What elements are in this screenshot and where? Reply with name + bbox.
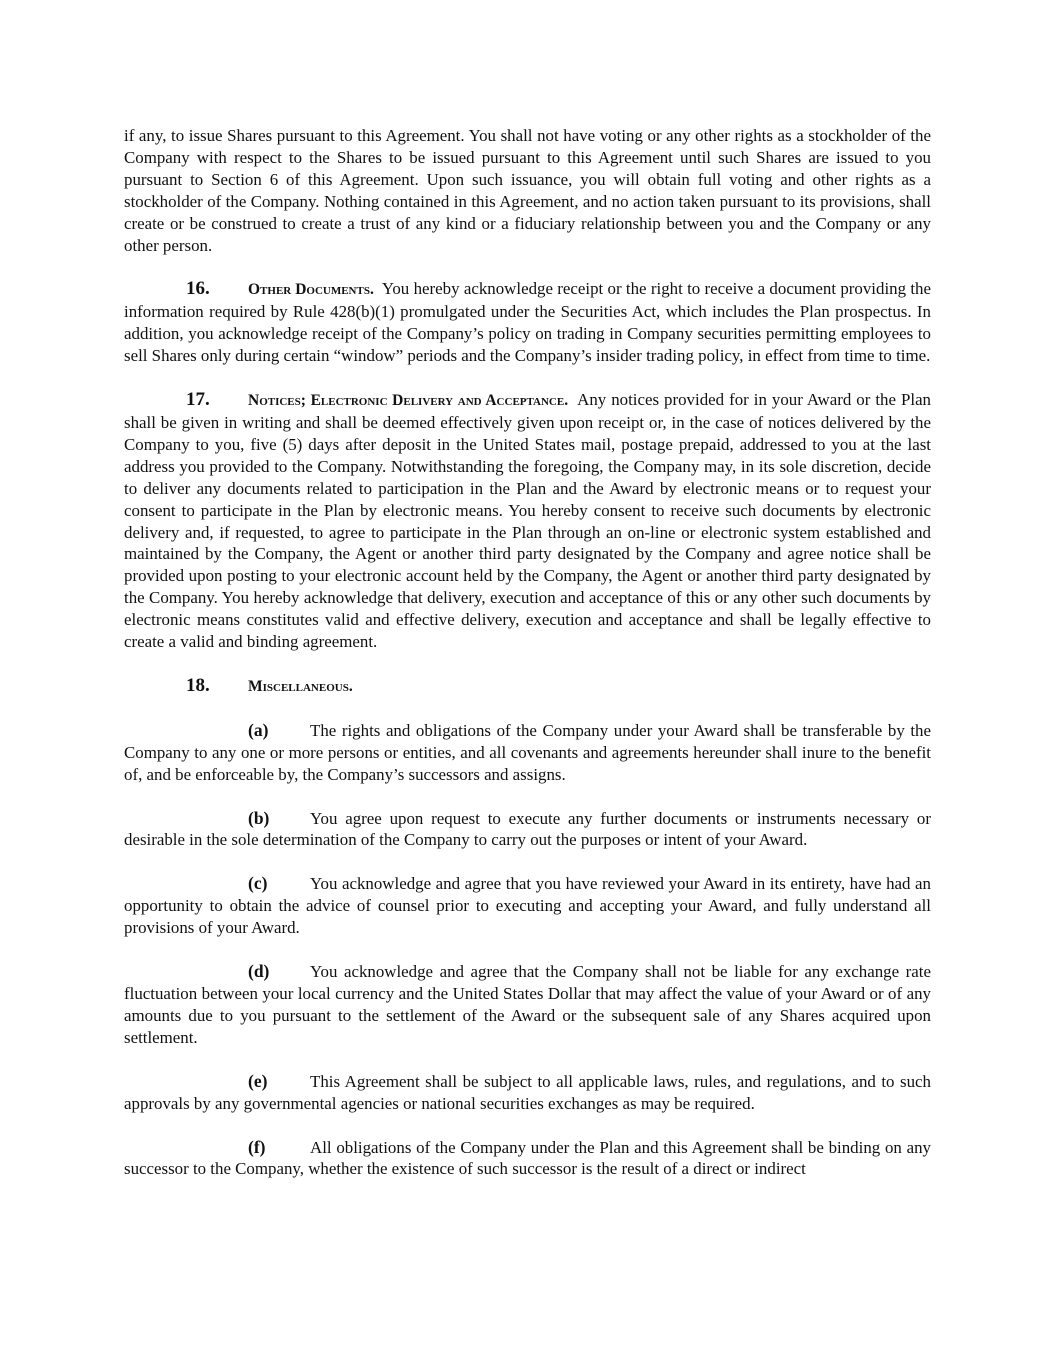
subsection-letter: (a)	[248, 719, 269, 740]
section-18	[124, 675, 931, 698]
section-heading: Other Documents.	[248, 281, 374, 299]
subsection-b	[124, 808, 931, 852]
subsection-body: You agree upon request to execute any further documents or instruments necessary or desirable in the sole determination of the Company to carry out the purposes or intent of your Award.	[124, 808, 931, 850]
subsection-letter: (f)	[248, 1136, 266, 1157]
subsection-a	[124, 720, 931, 786]
document-page	[124, 125, 931, 1202]
section-number: 16.	[186, 278, 210, 300]
subsection-e	[124, 1071, 931, 1115]
section-heading: Notices; Electronic Delivery and Acceptance.	[248, 392, 569, 410]
subsection-letter: (b)	[248, 807, 270, 828]
subsection-letter: (e)	[248, 1070, 268, 1091]
subsection-body: You acknowledge and agree that you have reviewed your Award in its entirety, have had an opportunity to obtain the advice of counsel prior to executing and accepting your Award, and fully understand all provisions of your Award.	[124, 874, 931, 938]
subsection-letter: (c)	[248, 873, 268, 894]
section-heading: Miscellaneous.	[248, 677, 353, 695]
subsection-d	[124, 961, 931, 1049]
section-body: Any notices provided for in your Award or the Plan shall be given in writing and shall be deemed effectively given upon receipt or, in the case of notices delivered by the Company to you, five (5) days after deposit in the United States mail, postage prepaid, addressed to you at the last address you provided to the Company. Notwithstanding the foregoing, the Company may, in its sole discretion, decide to deliver any documents related to participation in the Plan and the Award by electronic means or to request your consent to participate in the Plan by electronic means. You hereby consent to receive such documents by electronic delivery and, if requested, to agree to participate in the Plan through an on-line or electronic system established and maintained by the Company, the Agent or another third party designated by the Company and agree notice shall be provided upon posting to your electronic account held by the Company, the Agent or another third party designated by the Company. You hereby acknowledge that delivery, execution and acceptance of this or any other such documents by electronic means constitutes valid and effective delivery, execution and acceptance and shall be legally effective to create a valid and binding agreement.	[124, 390, 932, 652]
section-number: 18.	[186, 674, 210, 696]
subsection-body: The rights and obligations of the Company under your Award shall be transferable by the Company to any one or more persons or entities, and all covenants and agreements hereunder shall inure to the benefit of, and be enforceable by, the Company’s successors and assigns.	[124, 720, 931, 784]
section-number: 17.	[186, 389, 210, 411]
intro-paragraph: if any, to issue Shares pursuant to this Agreement. You shall not have voting or any other rights as a stockholder of the Company with respect to the Shares to be issued pursuant to this Agreement until such Shares are issued to you pursuant to Section 6 of this Agreement. Upon such issuance, you will obtain full voting and other rights as a stockholder of the Company. Nothing contained in this Agreement, and no action taken pursuant to its provisions, shall create or be construed to create a trust of any kind or a fiduciary relationship between you and the Company or any other person.	[124, 126, 931, 255]
section-17	[124, 389, 931, 653]
subsection-f	[124, 1137, 931, 1181]
section-16	[124, 278, 931, 367]
subsection-body: This Agreement shall be subject to all applicable laws, rules, and regulations, and to such approvals by any governmental agencies or national securities exchanges as may be required.	[124, 1071, 931, 1113]
subsection-c	[124, 873, 931, 939]
subsection-letter: (d)	[248, 961, 270, 982]
subsection-body: You acknowledge and agree that the Company shall not be liable for any exchange rate fluctuation between your local currency and the United States Dollar that may affect the value of your Award or of any amounts due to you pursuant to the settlement of the Award or the subsequent sale of any Shares acquired upon settlement.	[124, 962, 931, 1047]
subsection-body: All obligations of the Company under the Plan and this Agreement shall be binding on any successor to the Company, whether the existence of such successor is the result of a direct or indirect	[124, 1137, 931, 1179]
section-body: You hereby acknowledge receipt or the right to receive a document providing the information required by Rule 428(b)(1) promulgated under the Securities Act, which includes the Plan prospectus. In addition, you acknowledge receipt of the Company’s policy on trading in Company securities permitting employees to sell Shares only during certain “window” periods and the Company’s insider trading policy, in effect from time to time.	[124, 279, 931, 366]
